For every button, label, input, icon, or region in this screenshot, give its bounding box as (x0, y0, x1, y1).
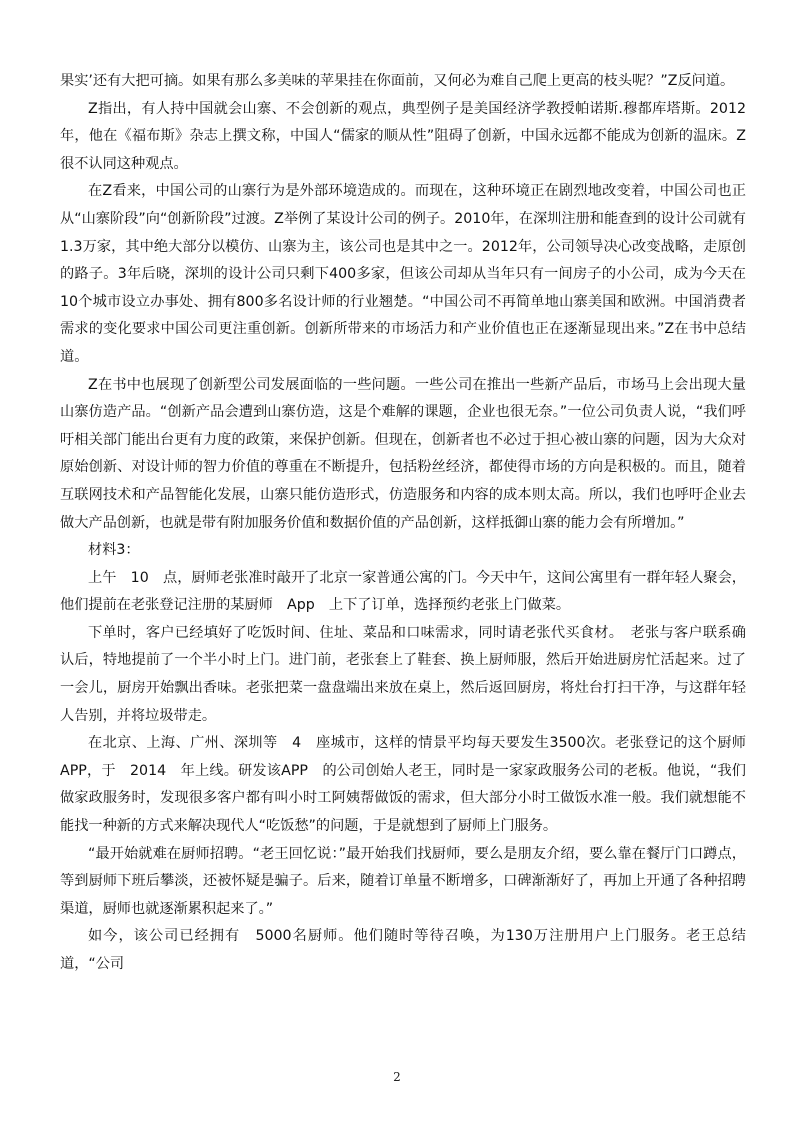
paragraph: 在北京、上海、广州、深圳等 4 座城市，这样的情景平均每天要发生3500次。老张登记的这个厨师APP，于 2014 年上线。研发该APP 的公司创始人老王，同时是一家家政服务公司的老板。他说，“我们做家政服务时，发现很多客户都有叫小时工阿姨帮做饭的需求，但大部分小时工做饭水准一般。我们就想能不能找一种新的方式来解决现代人“吃饭愁”的问题，于是就想到了厨师上门服务。 (60, 735, 746, 835)
paragraph: “最开始就难在厨师招聘。“老王回忆说：”最开始我们找厨师，要么是朋友介绍，要么靠在餐厅门口蹲点，等到厨师下班后攀淡，还被怀疑是骗子。后来，随着订单量不断增多，口碑渐渐好了，再加上开通了各种招聘渠道，厨师也就逐渐累积起来了。” (60, 845, 746, 917)
page-number: 2 (393, 1070, 401, 1084)
document-body (60, 68, 746, 979)
paragraph: 下单时，客户已经填好了吃饭时间、住址、菜品和口味需求，同时请老张代买食材。 老张与客户联系确认后，特地提前了一个半小时上门。进门前，老张套上了鞋套、换上厨师服，然后开始进厨房忙活起来。过了一会儿，厨房开始飘出香味。老张把菜一盘盘端出来放在桌上，然后返回厨房，将灶台打扫干净，与这群年轻人告别，并将垃圾带走。 (60, 624, 746, 724)
paragraph: 如今，该公司已经拥有 5000名厨师。他们随时等待召唤，为130万注册用户上门服务。老王总结道，“公司 (60, 928, 746, 972)
paragraph: 果实’还有大把可摘。如果有那么多美味的苹果挂在你面前，又何必为难自己爬上更高的枝头呢？”Z反问道。 (60, 73, 735, 89)
paragraph: Z指出，有人持中国就会山寨、不会创新的观点，典型例子是美国经济学教授帕诺斯.穆都库塔斯。2012年，他在《福布斯》杂志上撰文称，中国人“儒家的顺从性”阻碍了创新，中国永远都不能成为创新的温床。Z很不认同这种观点。 (60, 100, 746, 172)
paragraph: Z在书中也展现了创新型公司发展面临的一些问题。一些公司在推出一些新产品后，市场马上会出现大量山寨仿造产品。“创新产品会遭到山寨仿造，这是个难解的课题，企业也很无奈。”一位公司负责人说，“我们呼吁相关部门能出台更有力度的政策，来保护创新。但现在，创新者也不必过于担心被山寨的问题，因为大众对原始创新、对设计师的智力价值的尊重在不断提升，包括粉丝经济，都使得市场的方向是积极的。而且，随着互联网技术和产品智能化发展，山寨只能仿造形式，仿造服务和内容的成本则太高。所以，我们也呼吁企业去做大产品创新，也就是带有附加服务价值和数据价值的产品创新，这样抵御山寨的能力会有所增加。” (60, 376, 746, 531)
section-heading: 材料3： (88, 542, 140, 559)
paragraph: 在Z看来，中国公司的山寨行为是外部环境造成的。而现在，这种环境正在剧烈地改变着，中国公司也正从“山寨阶段”向“创新阶段”过渡。Z举例了某设计公司的例子。2010年，在深圳注册和能查到的设计公司就有1.3万家，其中绝大部分以模仿、山寨为主，该公司也是其中之一。2012年，公司领导决心改变战略，走原创的路子。3年后晓，深圳的设计公司只剩下400多家，但该公司却从当年只有一间房子的小公司，成为今天在10个城市设立办事处、拥有800多名设计师的行业翘楚。“中国公司不再简单地山寨美国和欧洲。中国消费者需求的变化要求中国公司更注重创新。创新所带来的市场活力和产业价值也正在逐渐显现出来。”Z在书中总结道。 (60, 183, 746, 365)
paragraph: 上午 10 点，厨师老张准时敲开了北京一家普通公寓的门。今天中午，这间公寓里有一群年轻人聚会，他们提前在老张登记注册的某厨师 App 上下了订单，选择预约老张上门做菜。 (60, 569, 746, 614)
